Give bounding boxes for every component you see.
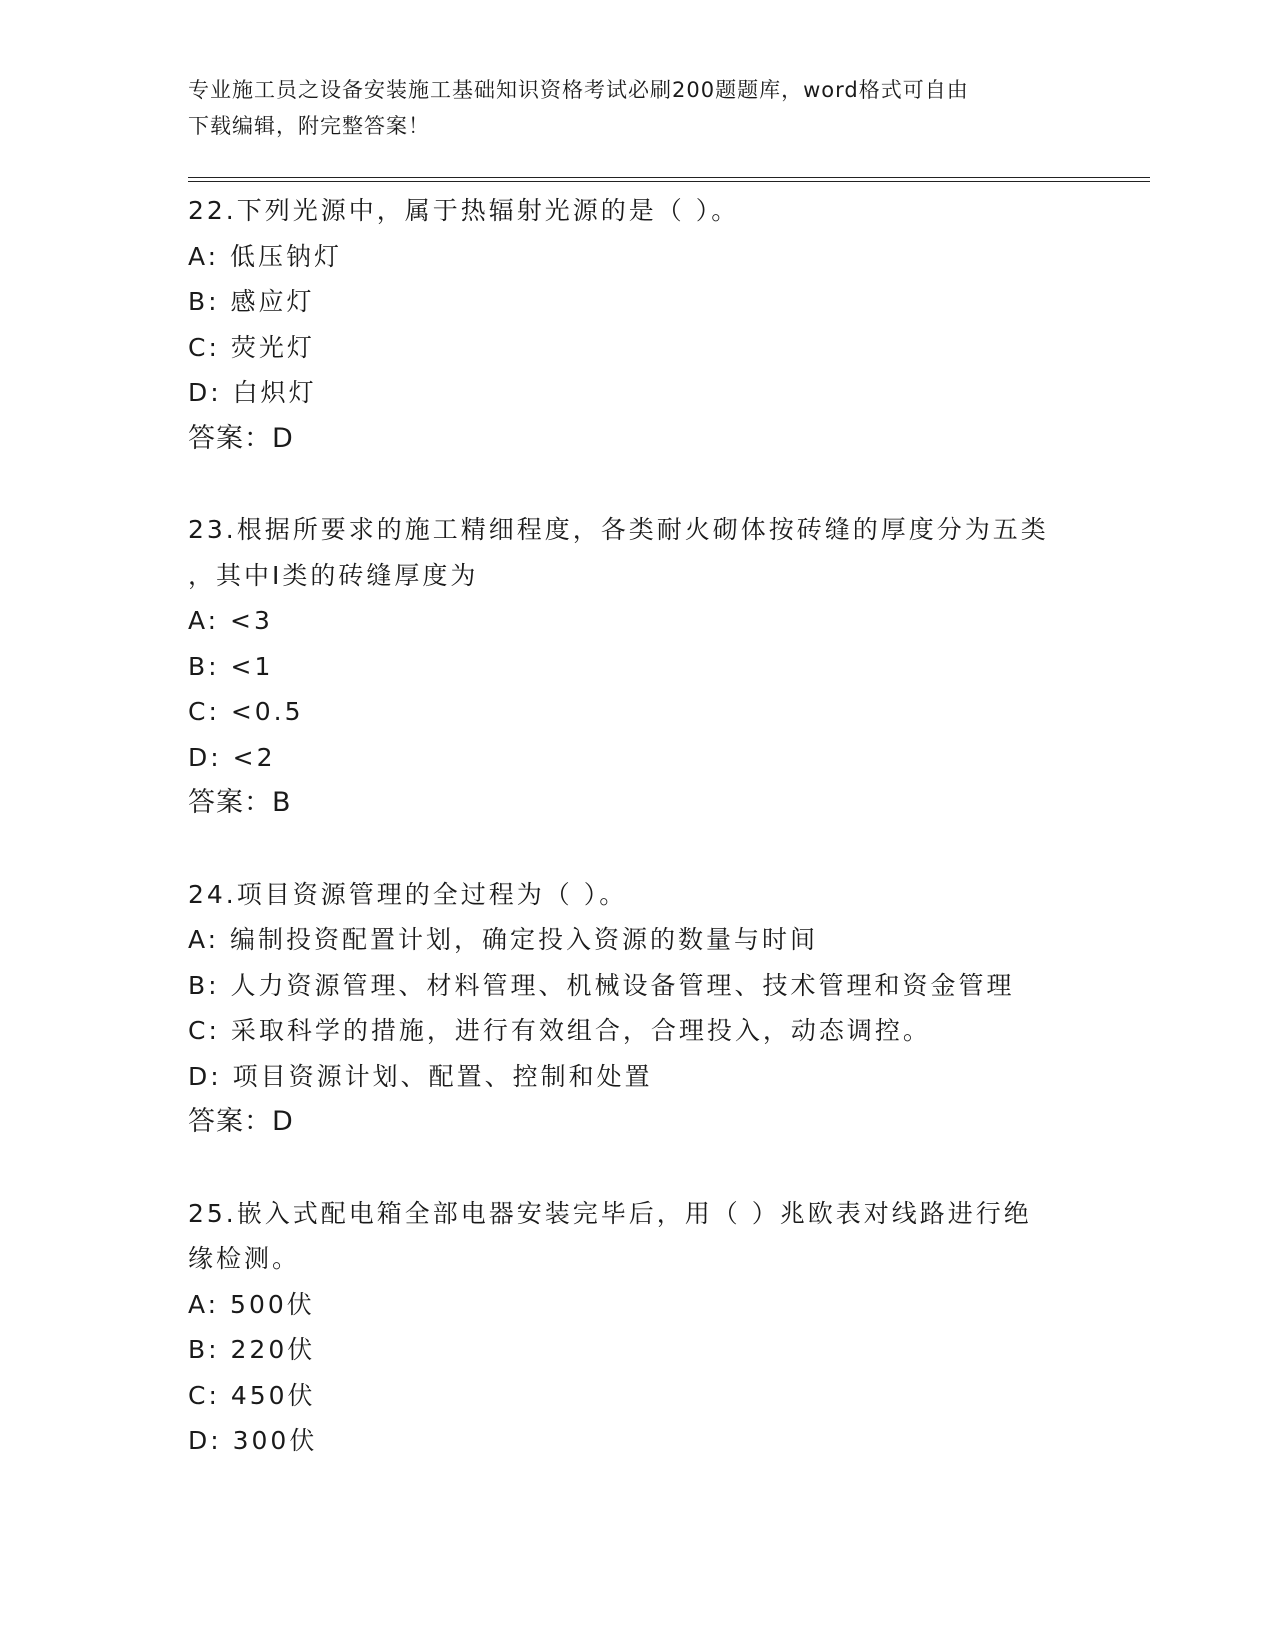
question-stem: 25.嵌入式配电箱全部电器安装完毕后，用（ ）兆欧表对线路进行绝: [188, 1198, 1032, 1228]
option-b: B: 感应灯: [188, 287, 315, 316]
question-stem: 24.项目资源管理的全过程为（ ）。: [188, 879, 628, 909]
answer-line: 答案：B: [188, 787, 292, 818]
question-stem-continued: 缘检测。: [188, 1244, 301, 1273]
option-d: D: 项目资源计划、配置、控制和处置: [188, 1061, 653, 1091]
option-a: A: <3: [188, 606, 273, 635]
option-d: D: 300伏: [188, 1426, 318, 1455]
header-line-1: 专业施工员之设备安装施工基础知识资格考试必刷200题题库，word格式可自由: [188, 78, 969, 102]
option-c: C: 450伏: [188, 1380, 316, 1410]
option-a: A: 500伏: [188, 1289, 315, 1319]
question-list: [188, 188, 1088, 1510]
option-c: C: 采取科学的措施，进行有效组合，合理投入，动态调控。: [188, 1016, 931, 1045]
answer-line: 答案：D: [188, 1106, 294, 1137]
document-header: [188, 72, 1068, 144]
question-24: [188, 872, 1088, 1145]
question-23: [188, 507, 1088, 826]
option-b: B: 人力资源管理、材料管理、机械设备管理、技术管理和资金管理: [188, 970, 1015, 1000]
header-double-rule: [188, 177, 1150, 182]
option-a: A: 低压钠灯: [188, 241, 343, 271]
option-c: C: <0.5: [188, 697, 304, 726]
option-a: A: 编制投资配置计划，确定投入资源的数量与时间: [188, 925, 819, 954]
option-b: B: <1: [188, 651, 274, 681]
answer-line: 答案：D: [188, 422, 294, 454]
option-b: B: 220伏: [188, 1335, 316, 1364]
header-line-2: 下载编辑，附完整答案！: [188, 114, 430, 138]
question-22: [188, 188, 1088, 461]
question-stem: 23.根据所要求的施工精细程度，各类耐火砌体按砖缝的厚度分为五类: [188, 515, 1049, 544]
option-d: D: 白炽灯: [188, 378, 317, 407]
question-stem-continued: ，其中Ⅰ类的砖缝厚度为: [188, 560, 479, 590]
option-c: C: 荧光灯: [188, 332, 315, 362]
question-25: [188, 1191, 1088, 1464]
option-d: D: <2: [188, 742, 276, 772]
question-stem: 22.下列光源中，属于热辐射光源的是（ ）。: [188, 196, 740, 225]
